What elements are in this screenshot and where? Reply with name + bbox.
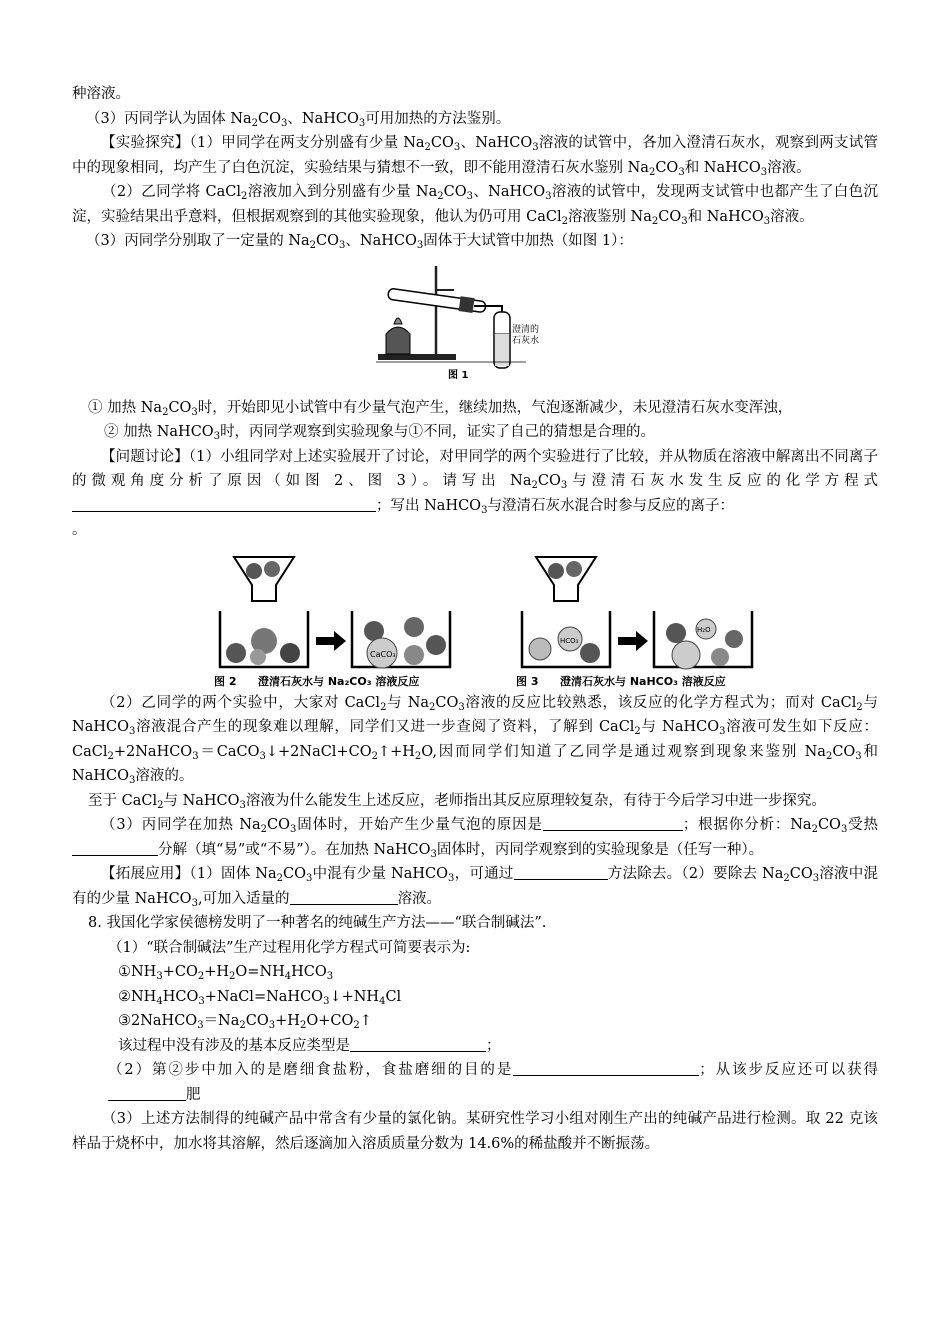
question-8-part-2: （2）第②步中加入的是磨细食盐粉，食盐磨细的目的是 ；从该步反应还可以获得肥 bbox=[108, 1062, 878, 1103]
fig2-caco3-label: CaCO₃ bbox=[370, 649, 396, 659]
figure-1-heating-apparatus bbox=[376, 262, 540, 384]
fig1-label-1: 澄清的 bbox=[512, 324, 540, 335]
fig1-label-2: 石灰水 bbox=[512, 335, 540, 346]
blank-fertilizer[interactable] bbox=[108, 1085, 186, 1101]
para-discuss-2: （2）乙同学的两个实验中，大家对 CaCl$_2$与 $Na_2CO_3$溶液的反应比较熟悉，该反应的化学方程式为；而对 CaCl$_2$与 NaHCO$_3$溶液混合产生的现象难以理解，同学们又进一步查阅了资料，了解到 CaCl$_2$与 NaHCO$_3$溶液可发生如下反应：$CaCl_2+2NaHCO_3=CaCO_3↓+2NaCl+CO_2↑+H_2O$,因而同学们知道了乙同学是通过观察到现象来鉴别 $Na_2CO_3$和 NaHCO$_3$溶液的。 bbox=[72, 694, 879, 786]
para-result-2: ② 加热 NaHCO$_3$时，丙同学观察到实验现象与①不同，证实了自己的猜想是合理的。 bbox=[104, 424, 656, 442]
figure-3-limewater-nahco3 bbox=[516, 549, 766, 689]
alcohol-lamp-icon bbox=[386, 327, 410, 354]
equation-2: $②NH_4HCO_3+NaCl=NaHCO_3↓+NH_4Cl$ bbox=[118, 988, 402, 1007]
para-line-1: 种溶液。 bbox=[72, 86, 130, 102]
fig3-caption: 澄清石灰水与 NaHCO₃ 溶液反应 bbox=[560, 674, 726, 688]
blank-grinding-purpose[interactable] bbox=[513, 1060, 699, 1076]
figures-2-3 bbox=[102, 549, 878, 689]
para-explore-3: （3）丙同学分别取了一定量的 $Na_2CO_3$、NaHCO$_3$固体于大试管中加热（如图 1）： bbox=[86, 233, 633, 251]
fig3-h2o-label: H₂O bbox=[697, 625, 711, 634]
question-8-part-3: （3）上述方法制得的纯碱产品中常含有少量的氯化钠。某研究性学习小组对刚生产出的纯碱产品进行检测。取 22 克该样品于烧杯中，加水将其溶解，然后逐滴加入溶质质量分数为 14.6%的稀盐酸并不断振荡。 bbox=[72, 1111, 878, 1152]
blank-solution[interactable] bbox=[290, 889, 398, 905]
blank-easy-or-not[interactable] bbox=[72, 840, 158, 856]
para-discuss-teacher: 至于 CaCl$_2$与 NaHCO$_3$溶液为什么能发生上述反应，老师指出其反应原理较复杂，有待于今后学习中进一步探究。 bbox=[88, 792, 826, 811]
question-8: 8. 我国化学家侯德榜发明了一种著名的纯碱生产方法——“联合制碱法”. bbox=[88, 915, 547, 931]
fig3-caption-num: 图 3 bbox=[516, 674, 539, 688]
document-page bbox=[72, 82, 878, 1156]
para-discuss-1-end: 。 bbox=[72, 522, 87, 538]
fig2-caption-num: 图 2 bbox=[214, 674, 237, 688]
equation-3: $③2NaHCO_3=Na_2CO_3+H_2O+CO_2↑$ bbox=[118, 1013, 372, 1031]
para-explore-1: 【实验探究】（1）甲同学在两支分别盛有少量 $Na_2CO_3$、NaHCO$_3$溶液的试管中，各加入澄清石灰水，观察到两支试管中的现象相同，均产生了白色沉淀，实验结果与猜想不一致，即不能用澄清石灰水鉴别 $Na_2CO_3$和 NaHCO$_3$溶液。 bbox=[72, 135, 879, 178]
para-discuss-3: （3）丙同学在加热 $Na_2CO_3$固体时，开始产生少量气泡的原因是 ；根据你分析：$Na_2CO_3$受热分解（填“易”或“不易”）。在加热 NaHCO$_3$固体时，丙同学观察到的实验现象是（任写一种）。 bbox=[72, 813, 878, 862]
stand-base bbox=[378, 354, 456, 360]
blank-bubble-reason[interactable] bbox=[543, 815, 683, 831]
fig1-caption: 图 1 bbox=[448, 369, 469, 381]
para-discuss-1: 【问题讨论】（1）小组同学对上述实验展开了讨论，对甲同学的两个实验进行了比较，并从物质在溶液中解离出不同离子的微观角度分析了原因（如图 2、图 3）。请写出 $Na_2CO_3$与澄清石灰水发生反应的化学方程式；写出 NaHCO$_3$与澄清石灰水混合时参与反应的离子： bbox=[72, 448, 879, 516]
para-result-1: ① 加热 $Na_2CO_3$时，开始即见小试管中有少量气泡产生，继续加热，气泡逐渐减少，未见澄清石灰水变浑浊， bbox=[88, 399, 793, 418]
para-hypothesis-3: （3）丙同学认为固体 $Na_2CO_3$、NaHCO$_3$可用加热的方法鉴别。 bbox=[86, 110, 511, 129]
blank-removal-method[interactable] bbox=[514, 864, 608, 880]
para-explore-2: （2）乙同学将 CaCl$_2$溶液加入到分别盛有少量 $Na_2CO_3$、NaHCO$_3$溶液的试管中，发现两支试管中也都产生了白色沉淀，实验结果出乎意料，但根据观察到的其他实验现象，他认为仍可用 CaCl$_2$溶液鉴别 $Na_2CO_3$和 NaHCO$_3$溶液。 bbox=[72, 184, 878, 227]
blank-equation-1[interactable] bbox=[72, 496, 376, 512]
question-8-reaction-type: 该过程中没有涉及的基本反应类型是 ； bbox=[118, 1037, 501, 1054]
fig2-caption: 澄清石灰水与 Na₂CO₃ 溶液反应 bbox=[258, 674, 420, 688]
para-extend: 【拓展应用】（1）固体 $Na_2CO_3$中混有少量 NaHCO$_3$，可通过 方法除去。（2）要除去 $Na_2CO_3$溶液中混有的少量 NaHCO$_3$,可加入适量的 溶液。 bbox=[72, 866, 879, 909]
question-8-part-1: （1）“联合制碱法”生产过程用化学方程式可简要表示为: bbox=[108, 939, 471, 956]
figure-2-limewater-na2co3 bbox=[214, 549, 464, 689]
equation-1: $①NH_3+CO_2+H_2O=NH_4HCO_3$ bbox=[118, 964, 334, 982]
blank-reaction-type[interactable] bbox=[350, 1036, 486, 1052]
fig3-hco3-label: HCO₃ bbox=[560, 636, 579, 645]
